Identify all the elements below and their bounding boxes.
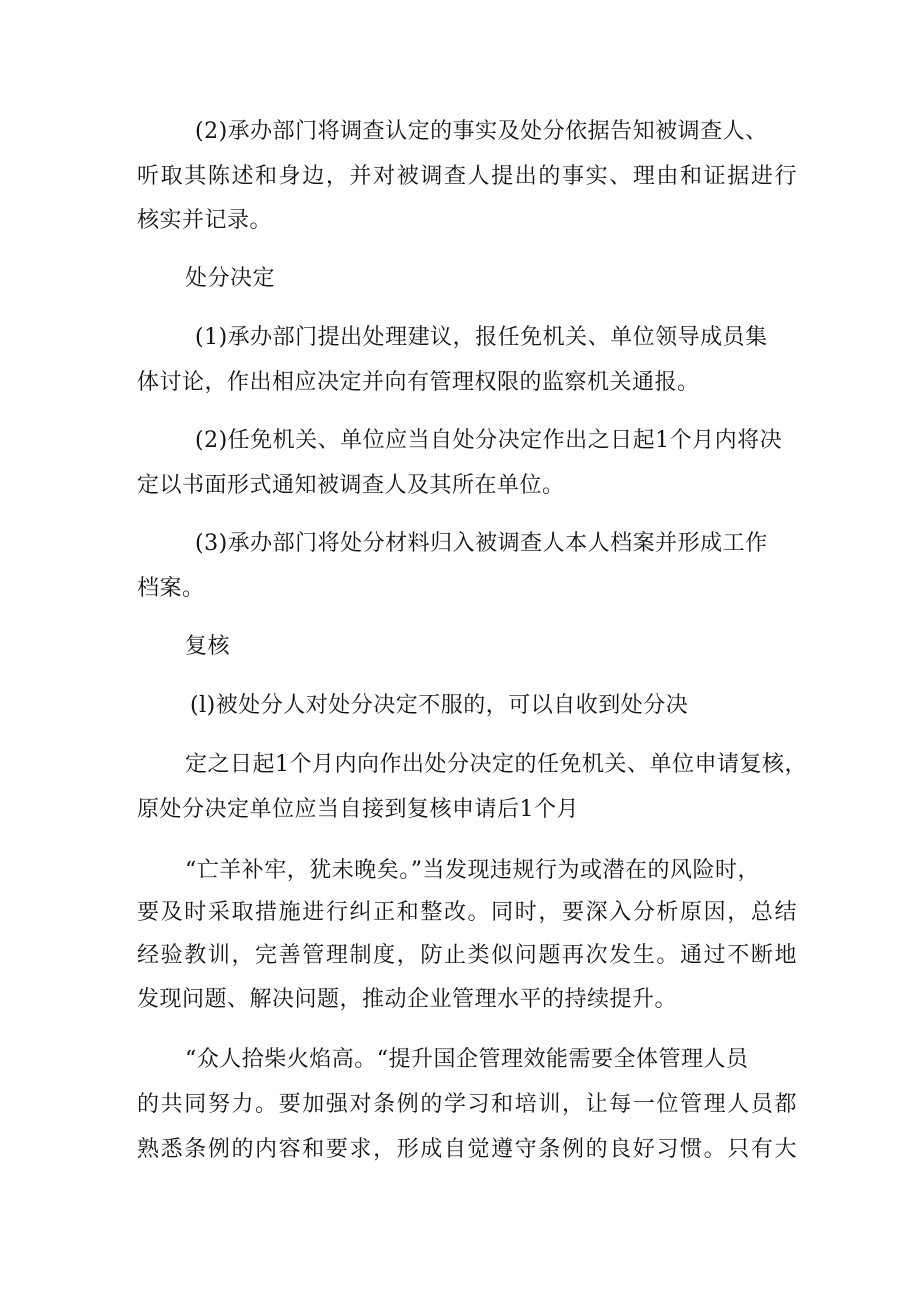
paragraph-7-line-1: “亡羊补牢，犹未晚矣。”当发现违规行为或潜在的风险时， xyxy=(185,858,760,883)
paragraph-1-line-3: 核实并记录。 xyxy=(137,208,273,233)
paragraph-3-line-1: (2)任免机关、单位应当自处分决定作出之日起1个月内将决 xyxy=(195,428,783,453)
paragraph-7-line-4: 发现问题、解决问题，推动企业管理水平的持续提升。 xyxy=(137,987,678,1012)
paragraph-1-line-1: (2)承办部门将调查认定的事实及处分依据告知被调查人、 xyxy=(195,119,768,144)
section-heading-review: 复核 xyxy=(185,634,231,659)
paragraph-5-line-1: (l)被处分人对处分决定不服的，可以自收到处分决 xyxy=(190,693,689,718)
paragraph-7-line-3: 经验教训，完善管理制度，防止类似问题再次发生。通过不断地 xyxy=(137,943,797,968)
paragraph-7-line-2: 要及时采取措施进行纠正和整改。同时，要深入分析原因，总结 xyxy=(137,900,797,925)
paragraph-6-line-2: 原处分决定单位应当自接到复核申请后1个月 xyxy=(137,797,579,822)
paragraph-8-line-1: “众人拾柴火焰高。“提升国企管理效能需要全体管理人员 xyxy=(185,1047,749,1072)
paragraph-1-line-2: 听取其陈述和身边，并对被调查人提出的事实、理由和证据进行 xyxy=(137,164,797,189)
paragraph-2-line-1: (1)承办部门提出处理建议，报任免机关、单位领导成员集 xyxy=(195,325,768,350)
paragraph-8-line-2: 的共同努力。要加强对条例的学习和培训，让每一位管理人员都 xyxy=(137,1092,797,1117)
paragraph-8-line-3: 熟悉条例的内容和要求，形成自觉遵守条例的良好习惯。只有大 xyxy=(137,1137,797,1162)
paragraph-3-line-2: 定以书面形式通知被调查人及其所在单位。 xyxy=(137,473,565,498)
paragraph-4-line-1: (3)承办部门将处分材料归入被调查人本人档案并形成工作 xyxy=(195,531,768,556)
paragraph-6-line-1: 定之日起1个月内向作出处分决定的任免机关、单位申请复核， xyxy=(185,752,807,777)
section-heading-decision: 处分决定 xyxy=(185,266,276,291)
paragraph-4-line-2: 档案。 xyxy=(137,576,205,601)
paragraph-2-line-2: 体讨论，作出相应决定并向有管理权限的监察机关通报。 xyxy=(137,370,700,395)
